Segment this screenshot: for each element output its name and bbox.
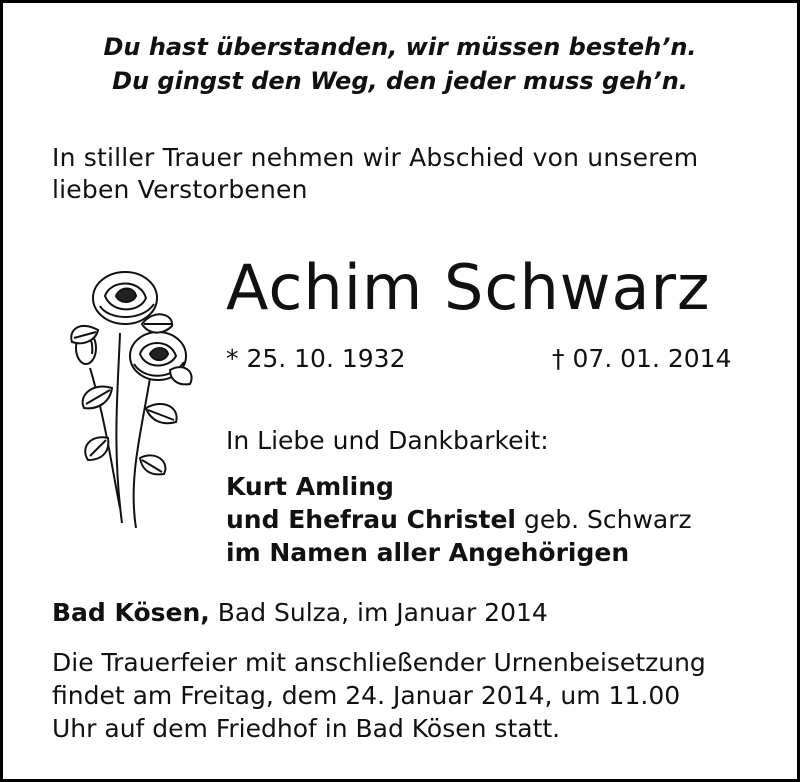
poem-line-2: Du gingst den Weg, den jeder muss geh’n. xyxy=(112,67,688,95)
place-rest: Bad Sulza, im Januar 2014 xyxy=(217,598,548,627)
service-line-2: findet am Freitag, dem 24. Januar 2014, um 11.00 xyxy=(52,681,681,710)
thanks-line: In Liebe und Dankbarkeit: xyxy=(226,426,549,455)
service-line-1: Die Trauerfeier mit anschließender Urnenbeisetzung xyxy=(52,648,706,677)
deceased-name: Achim Schwarz xyxy=(226,251,711,324)
place-city: Bad Kösen, xyxy=(52,598,210,627)
intro-text xyxy=(52,142,752,206)
rose-bouquet-icon xyxy=(50,258,200,548)
mourners-list xyxy=(226,470,692,569)
death-date: † 07. 01. 2014 xyxy=(552,344,732,373)
mourner-name-1: Kurt Amling xyxy=(226,472,394,501)
mourner-name-2: und Ehefrau Christel xyxy=(226,505,517,534)
service-line-3: Uhr auf dem Friedhof in Bad Kösen statt. xyxy=(52,714,561,743)
intro-line-2: lieben Verstorbenen xyxy=(52,175,308,204)
poem xyxy=(0,30,800,98)
intro-line-1: In stiller Trauer nehmen wir Abschied von unserem xyxy=(52,143,699,172)
service-info xyxy=(52,646,752,745)
poem-line-1: Du hast überstanden, wir müssen besteh’n. xyxy=(103,33,697,61)
place-date-line xyxy=(52,596,548,630)
birth-date: * 25. 10. 1932 xyxy=(226,344,406,373)
mourner-name-2-maiden: geb. Schwarz xyxy=(523,505,692,534)
mourner-name-3: im Namen aller Angehörigen xyxy=(226,538,630,567)
